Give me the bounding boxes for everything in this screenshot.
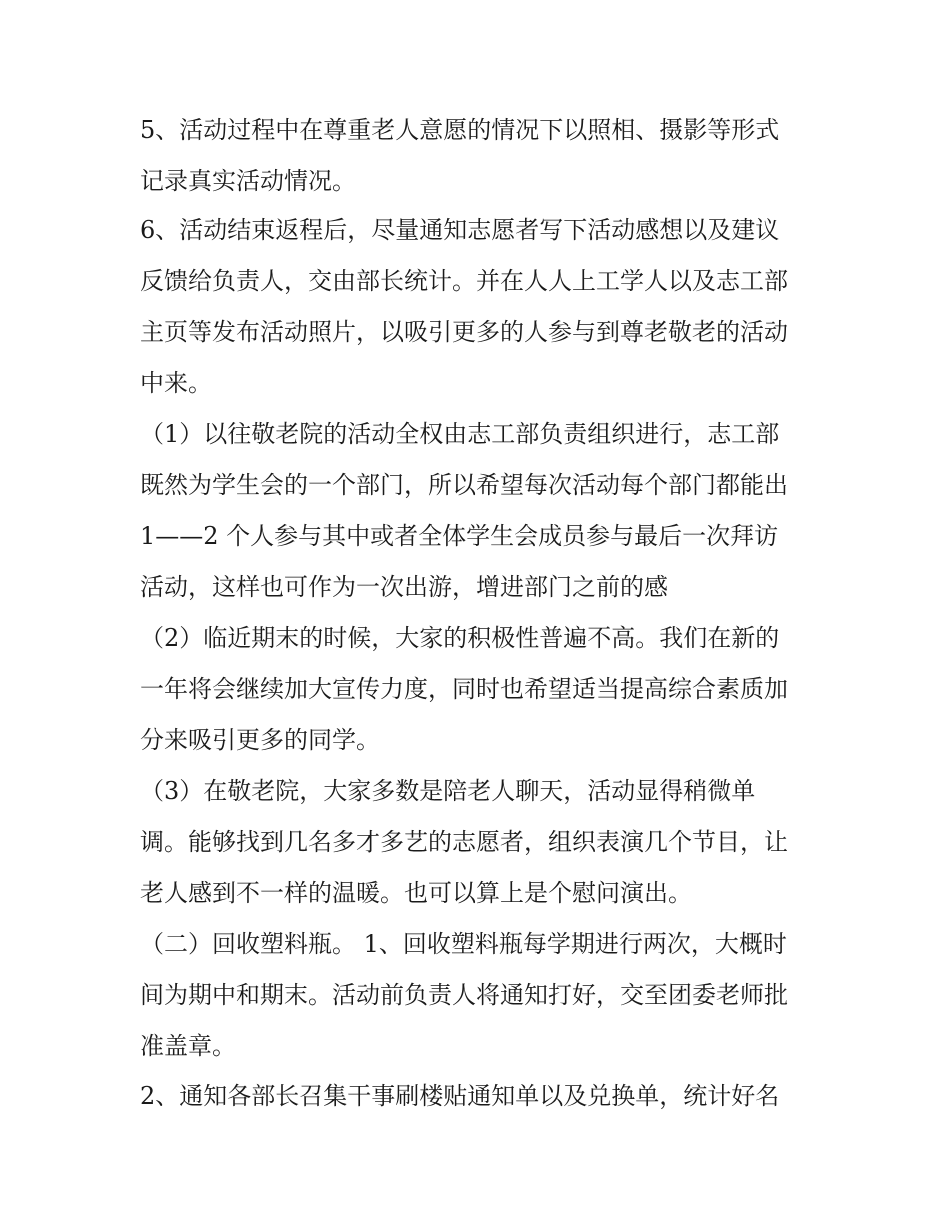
text-line: 分来吸引更多的同学。 [140,726,380,754]
text-line: （3）在敬老院，大家多数是陪老人聊天，活动显得稍微单 [140,777,756,805]
text-line: 1——2 个人参与其中或者全体学生会成员参与最后一次拜访 [140,522,779,550]
text-line: （2）临近期末的时候，大家的积极性普遍不高。我们在新的 [140,624,780,652]
text-line: 记录真实活动情况。 [140,167,356,195]
text-line: （1）以往敬老院的活动全权由志工部负责组织进行，志工部 [140,420,780,448]
text-line: 反馈给负责人，交由部长统计。并在人人上工学人以及志工部 [140,267,788,295]
text-line: 活动，这样也可作为一次出游，增进部门之前的感 [140,573,668,601]
text-line: （二）回收塑料瓶。 1、回收塑料瓶每学期进行两次，大概时 [140,930,787,958]
text-line: 间为期中和期末。活动前负责人将通知打好，交至团委老师批 [140,981,788,1009]
text-line: 既然为学生会的一个部门，所以希望每次活动每个部门都能出 [140,471,788,499]
text-line: 老人感到不一样的温暖。也可以算上是个慰问演出。 [140,879,692,907]
text-line: 6、活动结束返程后，尽量通知志愿者写下活动感想以及建议 [140,216,780,244]
text-line: 准盖章。 [140,1032,236,1060]
text-line: 调。能够找到几名多才多艺的志愿者，组织表演几个节目，让 [140,828,788,856]
text-line: 一年将会继续加大宣传力度，同时也希望适当提高综合素质加 [140,675,788,703]
text-line: 2、通知各部长召集干事刷楼贴通知单以及兑换单，统计好名 [140,1082,780,1110]
text-line: 主页等发布活动照片，以吸引更多的人参与到尊老敬老的活动 [140,318,788,346]
text-line: 5、活动过程中在尊重老人意愿的情况下以照相、摄影等形式 [140,116,780,144]
text-line: 中来。 [140,369,212,397]
